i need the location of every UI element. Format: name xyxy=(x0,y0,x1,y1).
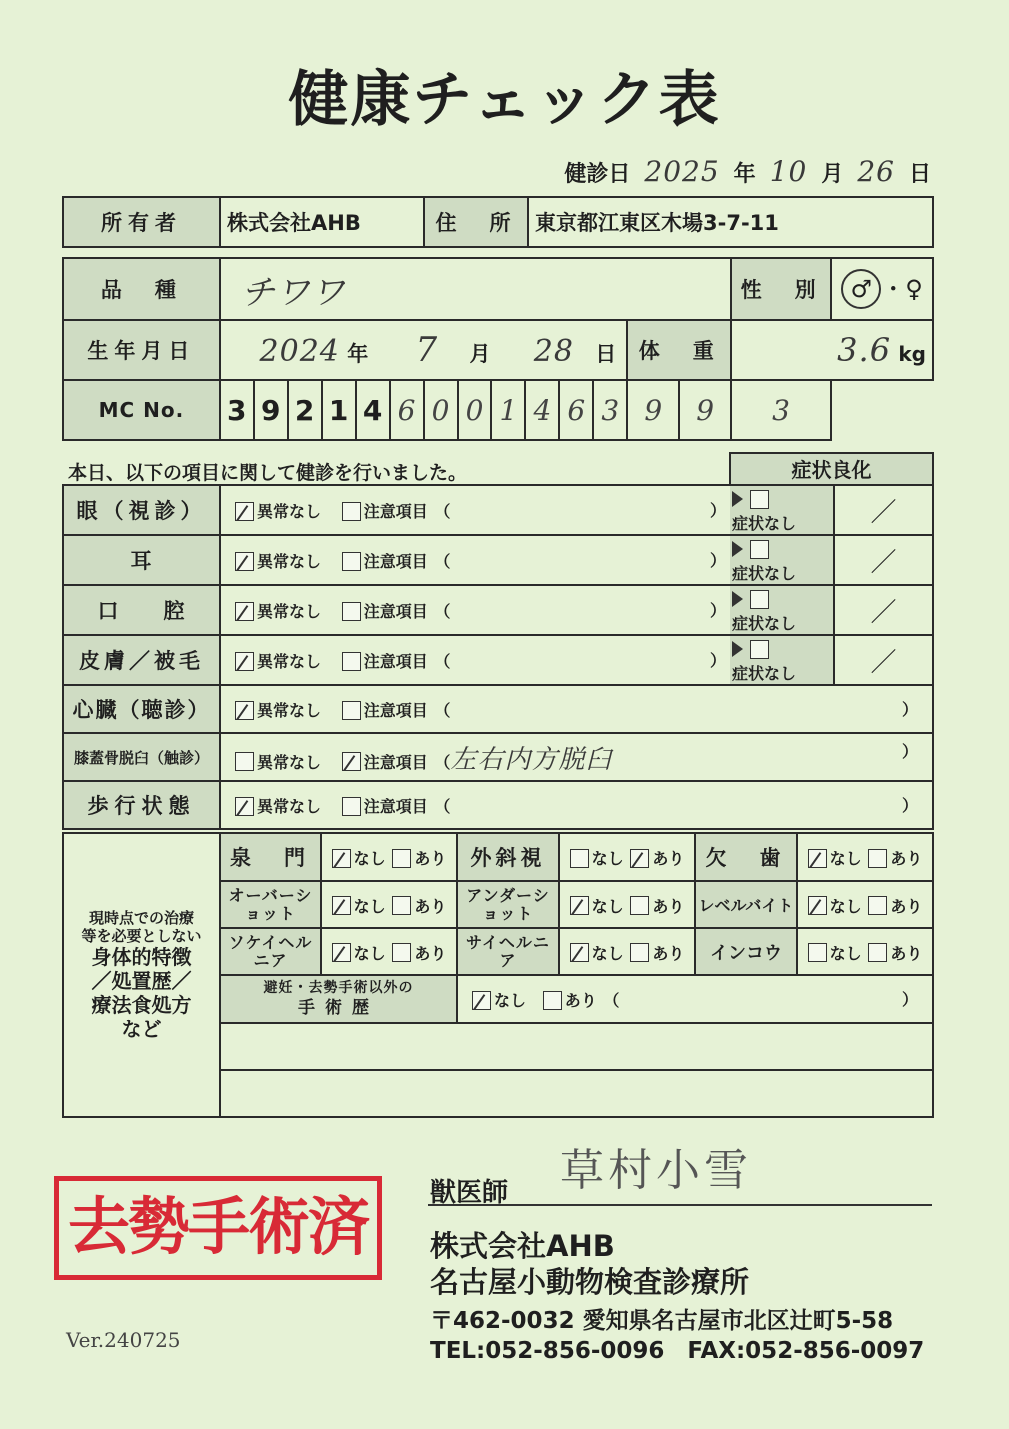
improve-header: 症状良化 xyxy=(729,452,934,486)
none-checkbox[interactable] xyxy=(332,896,351,915)
mc-digit: 3 xyxy=(731,380,831,440)
yes-label: あり xyxy=(564,991,597,1010)
exam-row xyxy=(63,585,933,635)
attention-checkbox[interactable] xyxy=(342,701,361,720)
normal-option-label: 異常なし xyxy=(257,502,322,521)
feature-label: アンダーショット xyxy=(457,881,559,928)
mc-digit: 4 xyxy=(525,380,559,440)
attention-checkbox[interactable] xyxy=(342,797,361,816)
paren-open: （ xyxy=(434,652,451,671)
none-label: なし xyxy=(494,991,527,1010)
none-label: なし xyxy=(591,943,624,963)
pet-table xyxy=(62,257,934,441)
dob-month-unit: 月 xyxy=(469,342,491,366)
attention-option-label: 注意項目 xyxy=(363,602,428,621)
address-label: 住 所 xyxy=(424,197,528,247)
paren-open: （ xyxy=(434,602,451,621)
exam-date xyxy=(564,155,931,188)
features-side-label xyxy=(63,833,220,1117)
improve-mark: ／ xyxy=(834,585,933,635)
none-checkbox[interactable] xyxy=(808,849,827,868)
clinic-company: 株式会社AHB xyxy=(430,1229,615,1263)
none-checkbox[interactable] xyxy=(808,896,827,915)
mc-digit: 9 xyxy=(254,380,288,440)
none-checkbox[interactable] xyxy=(808,943,827,962)
side-label-line: ／処置歴／ xyxy=(91,969,192,993)
dob-month: 7 xyxy=(415,330,439,370)
surgery-label-line: 手術歴 xyxy=(298,998,379,1019)
attention-checkbox[interactable] xyxy=(342,502,361,521)
owner-label: 所有者 xyxy=(63,197,220,247)
paren-open: （ xyxy=(434,502,451,521)
exam-row-label: 口 腔 xyxy=(63,585,220,635)
clinic-phone: TEL:052-856-0096 FAX:052-856-0097 xyxy=(430,1338,925,1364)
exam-row xyxy=(63,781,933,829)
exam-date-year-unit: 年 xyxy=(733,162,756,187)
mc-label: MC No. xyxy=(63,380,220,440)
side-label-line: 身体的特徴 xyxy=(91,945,192,969)
none-checkbox[interactable] xyxy=(570,943,589,962)
weight-unit: kg xyxy=(898,342,926,366)
none-label: なし xyxy=(353,943,386,963)
yes-checkbox[interactable] xyxy=(630,943,649,962)
exam-row xyxy=(63,685,933,733)
paren-open: （ xyxy=(434,552,451,571)
mc-digit: 4 xyxy=(356,380,390,440)
side-label-line: 等を必要としない xyxy=(81,927,202,945)
exam-intro: 本日、以下の項目に関して健診を行いました。 xyxy=(68,462,468,484)
normal-option-label: 異常なし xyxy=(257,652,322,671)
paren-close: ） xyxy=(901,741,918,761)
none-checkbox[interactable] xyxy=(332,943,351,962)
none-checkbox[interactable] xyxy=(472,991,491,1010)
feature-options xyxy=(321,833,457,881)
dob-day-unit: 日 xyxy=(595,342,617,366)
none-label: なし xyxy=(353,849,386,868)
none-label: なし xyxy=(353,896,386,916)
owner-value: 株式会社AHB xyxy=(220,197,424,247)
yes-checkbox[interactable] xyxy=(543,991,562,1010)
yes-label: あり xyxy=(890,849,923,868)
exam-date-label: 健診日 xyxy=(564,162,631,187)
feature-label: ソケイヘルニア xyxy=(220,928,321,975)
improve-mark: ／ xyxy=(834,535,933,585)
notes-line[interactable] xyxy=(220,1023,933,1070)
feature-options xyxy=(797,881,933,928)
none-checkbox[interactable] xyxy=(332,849,351,868)
paren-close: ） xyxy=(709,601,726,620)
vet-signature: 草村小雪 xyxy=(560,1145,752,1196)
mc-digit: 9 xyxy=(627,380,679,440)
clinic-info xyxy=(430,1228,924,1366)
normal-checkbox[interactable] xyxy=(235,602,254,621)
normal-checkbox[interactable] xyxy=(235,552,254,571)
weight-label: 体 重 xyxy=(627,320,731,380)
normal-option-label: 異常なし xyxy=(257,752,322,772)
mc-digit: 1 xyxy=(322,380,356,440)
feature-options xyxy=(797,833,933,881)
sex-male: ♂ xyxy=(841,269,881,309)
mc-digit: 0 xyxy=(458,380,492,440)
yes-label: あり xyxy=(414,896,447,916)
yes-checkbox[interactable] xyxy=(392,896,411,915)
paren-close: ） xyxy=(901,700,918,719)
no-symptom-label: 症状なし xyxy=(732,564,797,583)
none-label: なし xyxy=(829,943,862,963)
mc-digit: 6 xyxy=(390,380,424,440)
normal-checkbox[interactable] xyxy=(235,797,254,816)
feature-label: オーバーショット xyxy=(220,881,321,928)
normal-checkbox[interactable] xyxy=(235,502,254,521)
notes-line[interactable] xyxy=(220,1070,933,1117)
yes-checkbox[interactable] xyxy=(868,849,887,868)
yes-checkbox[interactable] xyxy=(868,896,887,915)
weight-field xyxy=(731,320,933,380)
exam-row-label: 歩行状態 xyxy=(63,781,220,829)
exam-row-label: 眼（視診） xyxy=(63,485,220,535)
no-symptom-checkbox[interactable] xyxy=(750,490,769,509)
sex-label: 性 別 xyxy=(731,258,831,320)
yes-label: あり xyxy=(890,943,923,963)
arrow-icon xyxy=(732,491,743,507)
feature-options xyxy=(321,881,457,928)
attention-option-label: 注意項目 xyxy=(363,552,428,571)
attention-checkbox[interactable] xyxy=(342,602,361,621)
exam-date-month-unit: 月 xyxy=(821,162,844,187)
feature-label: 欠 歯 xyxy=(695,833,797,881)
exam-row xyxy=(63,535,933,585)
dob-value xyxy=(220,320,628,380)
paren-open: （ xyxy=(603,991,620,1010)
normal-checkbox[interactable] xyxy=(235,752,254,771)
paren-open: （ xyxy=(434,797,451,816)
mc-digit: 3 xyxy=(220,380,254,440)
none-label: なし xyxy=(829,896,862,916)
clinic-name: 名古屋小動物検査診療所 xyxy=(430,1265,750,1299)
mc-digit: 1 xyxy=(491,380,525,440)
feature-label: サイヘルニア xyxy=(457,928,559,975)
exam-table xyxy=(62,484,934,830)
feature-options xyxy=(559,928,695,975)
dob-year: 2024 xyxy=(259,334,340,369)
surgery-label xyxy=(220,975,457,1023)
sex-field xyxy=(831,258,933,320)
mc-digit: 0 xyxy=(424,380,458,440)
page-title: 健康チェック表 xyxy=(288,65,721,135)
yes-label: あり xyxy=(652,943,685,963)
attention-option-label: 注意項目 xyxy=(363,752,428,772)
yes-checkbox[interactable] xyxy=(630,849,649,868)
paren-close: ） xyxy=(901,990,918,1009)
paren-close: ） xyxy=(709,501,726,520)
arrow-icon xyxy=(732,641,743,657)
attention-option-label: 注意項目 xyxy=(363,652,428,671)
vet-label: 獣医師 xyxy=(430,1178,509,1208)
signature-line xyxy=(428,1204,932,1206)
none-checkbox[interactable] xyxy=(570,896,589,915)
arrow-icon xyxy=(732,591,743,607)
yes-label: あり xyxy=(652,896,685,916)
mc-digit: 3 xyxy=(593,380,627,440)
clinic-address: 〒462-0032 愛知県名古屋市北区辻町5-58 xyxy=(430,1308,894,1334)
side-label-line: 現時点での治療 xyxy=(88,909,194,927)
paren-open: （ xyxy=(434,752,451,772)
attention-checkbox[interactable] xyxy=(342,752,361,771)
exam-date-month: 10 xyxy=(769,155,808,188)
exam-row-label: 皮膚／被毛 xyxy=(63,635,220,685)
none-label: なし xyxy=(591,849,624,868)
version: Ver.240725 xyxy=(66,1328,181,1352)
surgery-options xyxy=(457,975,933,1023)
feature-label: 泉 門 xyxy=(220,833,321,881)
dob-day: 28 xyxy=(533,334,574,369)
none-checkbox[interactable] xyxy=(570,849,589,868)
feature-options xyxy=(797,928,933,975)
no-symptom-label: 症状なし xyxy=(732,664,797,683)
yes-checkbox[interactable] xyxy=(630,896,649,915)
arrow-icon xyxy=(732,541,743,557)
exam-row xyxy=(63,485,933,535)
feature-options xyxy=(321,928,457,975)
yes-label: あり xyxy=(890,896,923,916)
mc-digit: 9 xyxy=(679,380,731,440)
sex-female: ♀ xyxy=(905,275,923,303)
surgery-label-line: 避妊・去勢手術以外の xyxy=(263,979,414,996)
paren-close: ） xyxy=(901,796,918,815)
exam-row-label: 心臓（聴診） xyxy=(63,685,220,733)
none-label: なし xyxy=(591,896,624,916)
breed-value: チワワ xyxy=(240,272,346,313)
mc-digit: 2 xyxy=(288,380,322,440)
attention-option-label: 注意項目 xyxy=(363,502,428,521)
features-table xyxy=(62,832,934,1118)
no-symptom-checkbox[interactable] xyxy=(750,640,769,659)
dob-label: 生年月日 xyxy=(63,320,220,380)
mc-digit: 6 xyxy=(559,380,593,440)
side-label-line: 療法食処方 xyxy=(91,993,192,1017)
none-label: なし xyxy=(829,849,862,868)
exam-date-day: 26 xyxy=(857,155,895,188)
exam-row-note: 左右内方脱臼 xyxy=(450,744,613,775)
weight-value: 3.6 xyxy=(837,331,892,369)
paren-open: （ xyxy=(434,701,451,720)
feature-label: インコウ xyxy=(695,928,797,975)
feature-label: レベルバイト xyxy=(695,881,797,928)
castration-stamp: 去勢手術済 xyxy=(54,1176,382,1280)
exam-row xyxy=(63,635,933,685)
yes-label: あり xyxy=(414,943,447,963)
improve-mark: ／ xyxy=(834,635,933,685)
attention-option-label: 注意項目 xyxy=(363,701,428,720)
yes-label: あり xyxy=(414,849,447,868)
no-symptom-checkbox[interactable] xyxy=(750,590,769,609)
no-symptom-label: 症状なし xyxy=(732,514,797,533)
address-value: 東京都江東区木場3-7-11 xyxy=(528,197,933,247)
improve-mark: ／ xyxy=(834,485,933,535)
normal-option-label: 異常なし xyxy=(257,797,322,816)
breed-label: 品 種 xyxy=(63,258,220,320)
sex-sep: ・ xyxy=(881,275,906,303)
normal-option-label: 異常なし xyxy=(257,602,322,621)
exam-row-label: 膝蓋骨脱臼（触診） xyxy=(63,733,220,781)
attention-checkbox[interactable] xyxy=(342,552,361,571)
attention-checkbox[interactable] xyxy=(342,652,361,671)
feature-options xyxy=(559,833,695,881)
feature-options xyxy=(559,881,695,928)
dob-year-unit: 年 xyxy=(347,342,369,366)
no-symptom-label: 症状なし xyxy=(732,614,797,633)
normal-option-label: 異常なし xyxy=(257,701,322,720)
yes-checkbox[interactable] xyxy=(392,849,411,868)
attention-option-label: 注意項目 xyxy=(363,797,428,816)
feature-label: 外斜視 xyxy=(457,833,559,881)
side-label-line: など xyxy=(121,1017,162,1041)
normal-checkbox[interactable] xyxy=(235,652,254,671)
paren-close: ） xyxy=(709,551,726,570)
no-symptom-checkbox[interactable] xyxy=(750,540,769,559)
normal-option-label: 異常なし xyxy=(257,552,322,571)
exam-date-year: 2025 xyxy=(644,155,720,188)
exam-row xyxy=(63,733,933,781)
exam-date-day-unit: 日 xyxy=(908,162,931,187)
exam-row-label: 耳 xyxy=(63,535,220,585)
yes-checkbox[interactable] xyxy=(868,943,887,962)
owner-table xyxy=(62,196,934,248)
normal-checkbox[interactable] xyxy=(235,701,254,720)
paren-close: ） xyxy=(709,651,726,670)
yes-label: あり xyxy=(652,849,685,868)
yes-checkbox[interactable] xyxy=(392,943,411,962)
